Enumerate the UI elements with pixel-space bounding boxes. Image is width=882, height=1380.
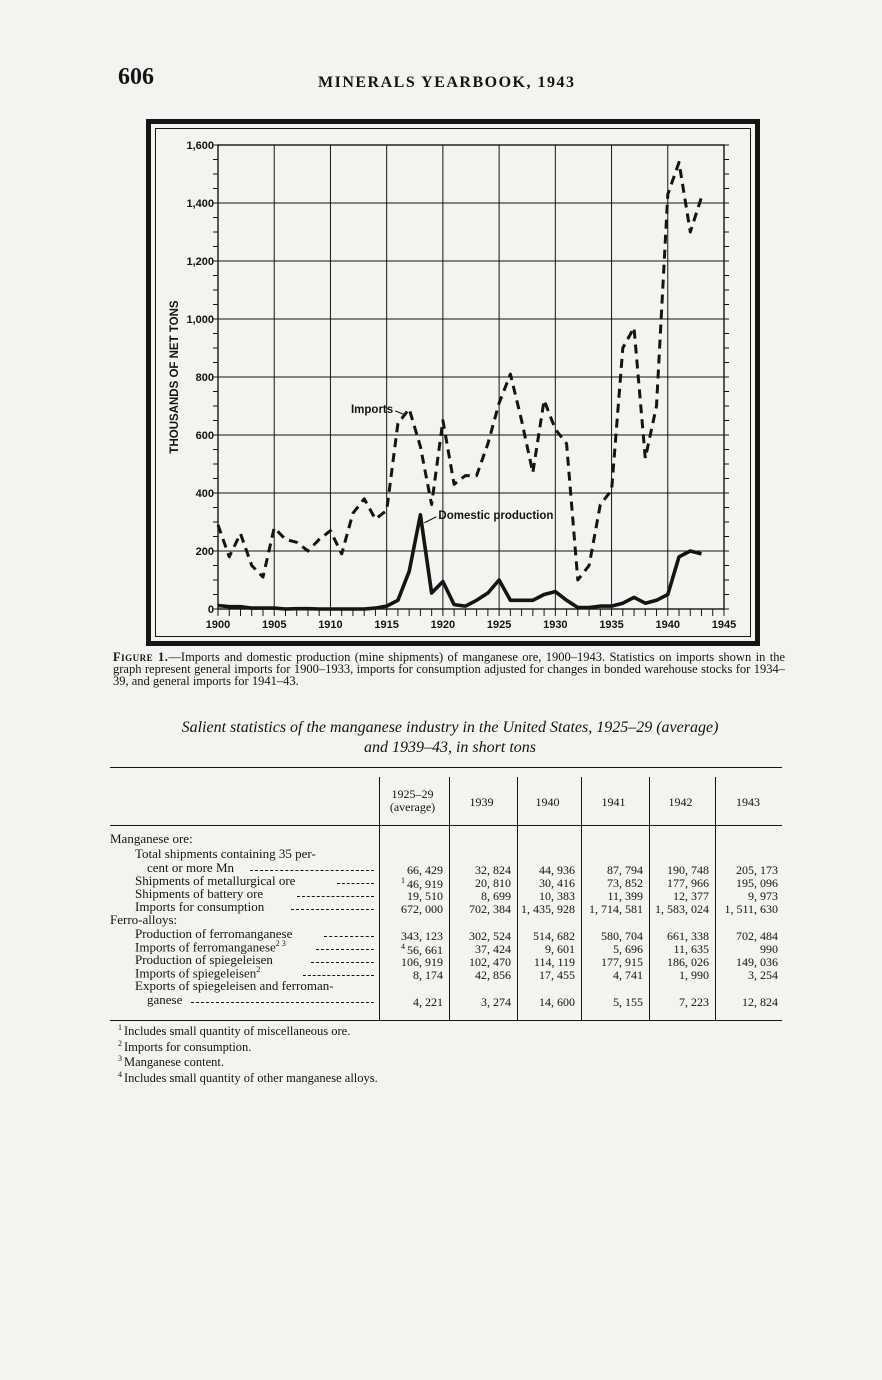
cell-value: 5, 696 [613, 942, 643, 956]
table-header-rule [110, 825, 782, 826]
table-cell [649, 902, 709, 917]
column-header [449, 796, 514, 809]
table-cell [379, 968, 443, 983]
cell-value: 44, 936 [539, 863, 575, 877]
table-bottom-rule [110, 1020, 782, 1021]
table-cell [449, 968, 511, 983]
column-header [581, 796, 646, 809]
cell-value: 9, 973 [748, 889, 778, 903]
x-tick-label: 1915 [374, 619, 399, 631]
cell-value: 14, 600 [539, 995, 575, 1009]
figure-caption [113, 651, 785, 687]
cell-value: 1, 714, 581 [589, 902, 643, 916]
column-header-line: 1941 [601, 795, 626, 809]
chart-ticks [213, 145, 729, 616]
dot-leader [324, 930, 374, 937]
cell-value: 87, 794 [607, 863, 643, 877]
y-axis-label: THOUSANDS OF NET TONS [169, 300, 181, 454]
y-tick-label: 200 [195, 546, 214, 558]
y-tick-label: 600 [195, 430, 214, 442]
cell-value: 302, 524 [469, 929, 511, 943]
footnote-mark: 3 [118, 1054, 124, 1064]
x-tick-label: 1945 [711, 619, 737, 631]
x-tick-label: 1930 [543, 619, 568, 631]
cell-value: 3, 274 [481, 995, 511, 1009]
row-label-text: Total shipments containing 35 per- [135, 846, 316, 861]
cell-value: 73, 852 [607, 876, 643, 890]
y-tick-label: 1,600 [186, 140, 214, 152]
cell-value: 19, 510 [407, 889, 443, 903]
table-cell [715, 902, 778, 917]
row-label-text: cent or more Mn [147, 860, 235, 875]
row-label-text: Ferro-alloys: [110, 912, 178, 927]
x-tick-label: 1925 [486, 619, 512, 631]
cell-value: 661, 338 [667, 929, 709, 943]
page-number: 606 [118, 64, 154, 90]
column-header [517, 796, 578, 809]
table-cell [449, 995, 511, 1010]
table-cell [517, 968, 575, 983]
cell-value: 343, 123 [401, 929, 443, 943]
cell-value: 702, 484 [736, 929, 778, 943]
x-tick-label: 1905 [261, 619, 287, 631]
footnote [118, 1022, 378, 1038]
column-header [379, 788, 446, 814]
cell-value: 4, 741 [613, 968, 643, 982]
table-cell [581, 968, 643, 983]
domestic-production-series-label: Domestic production [438, 509, 554, 522]
cell-value: 990 [760, 942, 778, 956]
cell-value: 190, 748 [667, 863, 709, 877]
cell-value: 205, 173 [736, 863, 778, 877]
column-header-line: 1925–29 [391, 787, 434, 801]
cell-value: 37, 424 [475, 942, 511, 956]
footnotes [118, 1022, 378, 1085]
table-title-line2: and 1939–43, in short tons [363, 739, 536, 756]
footnote [118, 1038, 378, 1054]
cell-value: 11, 399 [607, 889, 643, 903]
cell-value: 702, 384 [469, 902, 511, 916]
table-title-line1: Salient statistics of the manganese industry in the United States, 1925–29 (average) [181, 719, 719, 736]
cell-value: 5, 155 [613, 995, 643, 1009]
table-cell [581, 995, 643, 1010]
table-row-label [147, 992, 182, 1008]
row-label-text: ganese [147, 992, 183, 1007]
column-header-line: (average) [389, 800, 436, 814]
dot-leader [250, 864, 374, 871]
column-header-line: 1943 [736, 795, 760, 809]
cell-value: 11, 635 [673, 942, 709, 956]
dot-leader [337, 877, 374, 884]
footnote-mark: 2 [118, 1038, 124, 1048]
footnote-mark: 1 [118, 1023, 124, 1032]
cell-value: 12, 377 [673, 889, 709, 903]
dot-leader [291, 903, 374, 910]
dot-leader [316, 943, 374, 950]
cell-value: 102, 470 [469, 955, 511, 969]
row-label-text: Shipments of battery ore [135, 886, 264, 901]
x-tick-label: 1920 [430, 619, 456, 631]
cell-value: 4, 221 [413, 995, 443, 1009]
y-tick-label: 1,200 [186, 256, 214, 268]
row-label-text: Exports of spiegeleisen and ferroman- [135, 978, 334, 993]
cell-value: 7, 223 [679, 995, 709, 1009]
table-row-label [110, 831, 193, 847]
cell-value: 672, 000 [401, 902, 443, 916]
cell-value: 1, 583, 024 [655, 902, 709, 916]
row-label-text: Imports for consumption [135, 899, 265, 914]
cell-value: 3, 254 [748, 968, 778, 982]
cell-value: 177, 966 [667, 876, 709, 890]
column-header-line: 1940 [535, 795, 560, 809]
imports-label-leader [395, 411, 405, 415]
cell-value: 195, 096 [736, 876, 778, 890]
y-tick-label: 800 [195, 372, 214, 384]
cell-value: 9, 601 [545, 942, 575, 956]
table-cell [715, 995, 778, 1010]
footnote-text: Includes small quantity of other manganese alloys. [124, 1071, 378, 1086]
footnote-ref: 1 [401, 876, 407, 885]
cell-value: 10, 383 [539, 889, 575, 903]
footnote-text: Includes small quantity of miscellaneous ore. [124, 1024, 351, 1039]
table-cell [449, 902, 511, 917]
cell-value: 149, 036 [736, 955, 778, 969]
cell-value: 1, 435, 928 [521, 902, 575, 916]
cell-value: 106, 919 [401, 955, 443, 969]
cell-value: 186, 026 [667, 955, 709, 969]
cell-value: 46, 919 [407, 877, 443, 891]
cell-value: 17, 455 [539, 968, 575, 982]
dot-leader [191, 996, 374, 1003]
cell-value: 42, 856 [475, 968, 511, 982]
footnote [118, 1069, 378, 1085]
row-label-text: Imports of spiegeleisen [135, 965, 257, 981]
table-cell [649, 968, 709, 983]
row-label-text: Shipments of metallurgical ore [135, 873, 296, 888]
x-tick-label: 1935 [599, 619, 624, 631]
figure-caption-text: —Imports and domestic production (mine shipments) of manganese ore, 1900–1943. Statistics on imports shown in the graph represent general imports for 1900–1933, imports for consumption adjusted for changes in bonded warehouse stocks for 1934–39, and general imports for 1941–43. [113, 650, 785, 688]
column-header-line: 1939 [469, 795, 494, 809]
cell-value: 8, 174 [413, 968, 443, 982]
table-title [110, 718, 790, 758]
table-cell [379, 995, 443, 1010]
row-label-text: Manganese ore: [110, 831, 193, 846]
cell-value: 8, 699 [481, 889, 511, 903]
cell-value: 66, 429 [407, 863, 443, 877]
dot-leader [311, 956, 374, 963]
cell-value: 580, 704 [601, 929, 643, 943]
cell-value: 20, 810 [475, 876, 511, 890]
footnote-text: Manganese content. [124, 1055, 224, 1070]
table-cell [517, 902, 575, 917]
column-header [715, 796, 781, 809]
row-label-text: Production of ferromanganese [135, 926, 293, 941]
cell-value: 514, 682 [533, 929, 575, 943]
row-label-text: Production of spiegeleisen [135, 952, 273, 967]
cell-value: 114, 119 [533, 955, 575, 969]
cell-value: 32, 824 [475, 863, 511, 877]
y-tick-label: 400 [195, 488, 214, 500]
cell-value: 30, 416 [539, 876, 575, 890]
table-top-rule [110, 767, 782, 768]
table-cell [379, 902, 443, 917]
chart-series [218, 162, 702, 609]
table-cell [581, 902, 643, 917]
table-cell [715, 968, 778, 983]
column-header [649, 796, 712, 809]
dot-leader [297, 890, 374, 897]
row-label-text: Imports of ferromanganese [135, 939, 276, 955]
y-tick-label: 1,400 [186, 198, 214, 210]
chart-grid [218, 145, 724, 609]
y-tick-label: 1,000 [186, 314, 214, 326]
cell-value: 1, 511, 630 [724, 902, 778, 916]
cell-value: 56, 661 [407, 943, 443, 957]
footnote [118, 1053, 378, 1069]
footnote-text: Imports for consumption. [124, 1039, 252, 1054]
table-cell [517, 995, 575, 1010]
x-tick-label: 1900 [205, 619, 231, 631]
footnote-mark: 4 [118, 1069, 124, 1079]
table-cell [649, 995, 709, 1010]
imports-series-label: Imports [350, 403, 394, 416]
chart-labels [169, 140, 736, 631]
x-tick-label: 1940 [655, 619, 681, 631]
domestic-production-series-line [218, 515, 702, 609]
footnote-ref: 2 [256, 965, 261, 974]
column-header-line: 1942 [668, 795, 693, 809]
cell-value: 12, 824 [742, 995, 778, 1009]
cell-value: 1, 990 [679, 968, 709, 982]
x-tick-label: 1910 [318, 619, 343, 631]
domestic-label-leader [424, 517, 436, 523]
running-head: MINERALS YEARBOOK, 1943 [318, 74, 576, 91]
y-tick-label: 0 [207, 604, 214, 616]
figure-label: Figure 1. [113, 650, 169, 664]
cell-value: 177, 915 [601, 955, 643, 969]
dot-leader [303, 969, 374, 976]
footnote-ref: 2 3 [275, 939, 286, 948]
footnote-ref: 4 [401, 942, 407, 951]
